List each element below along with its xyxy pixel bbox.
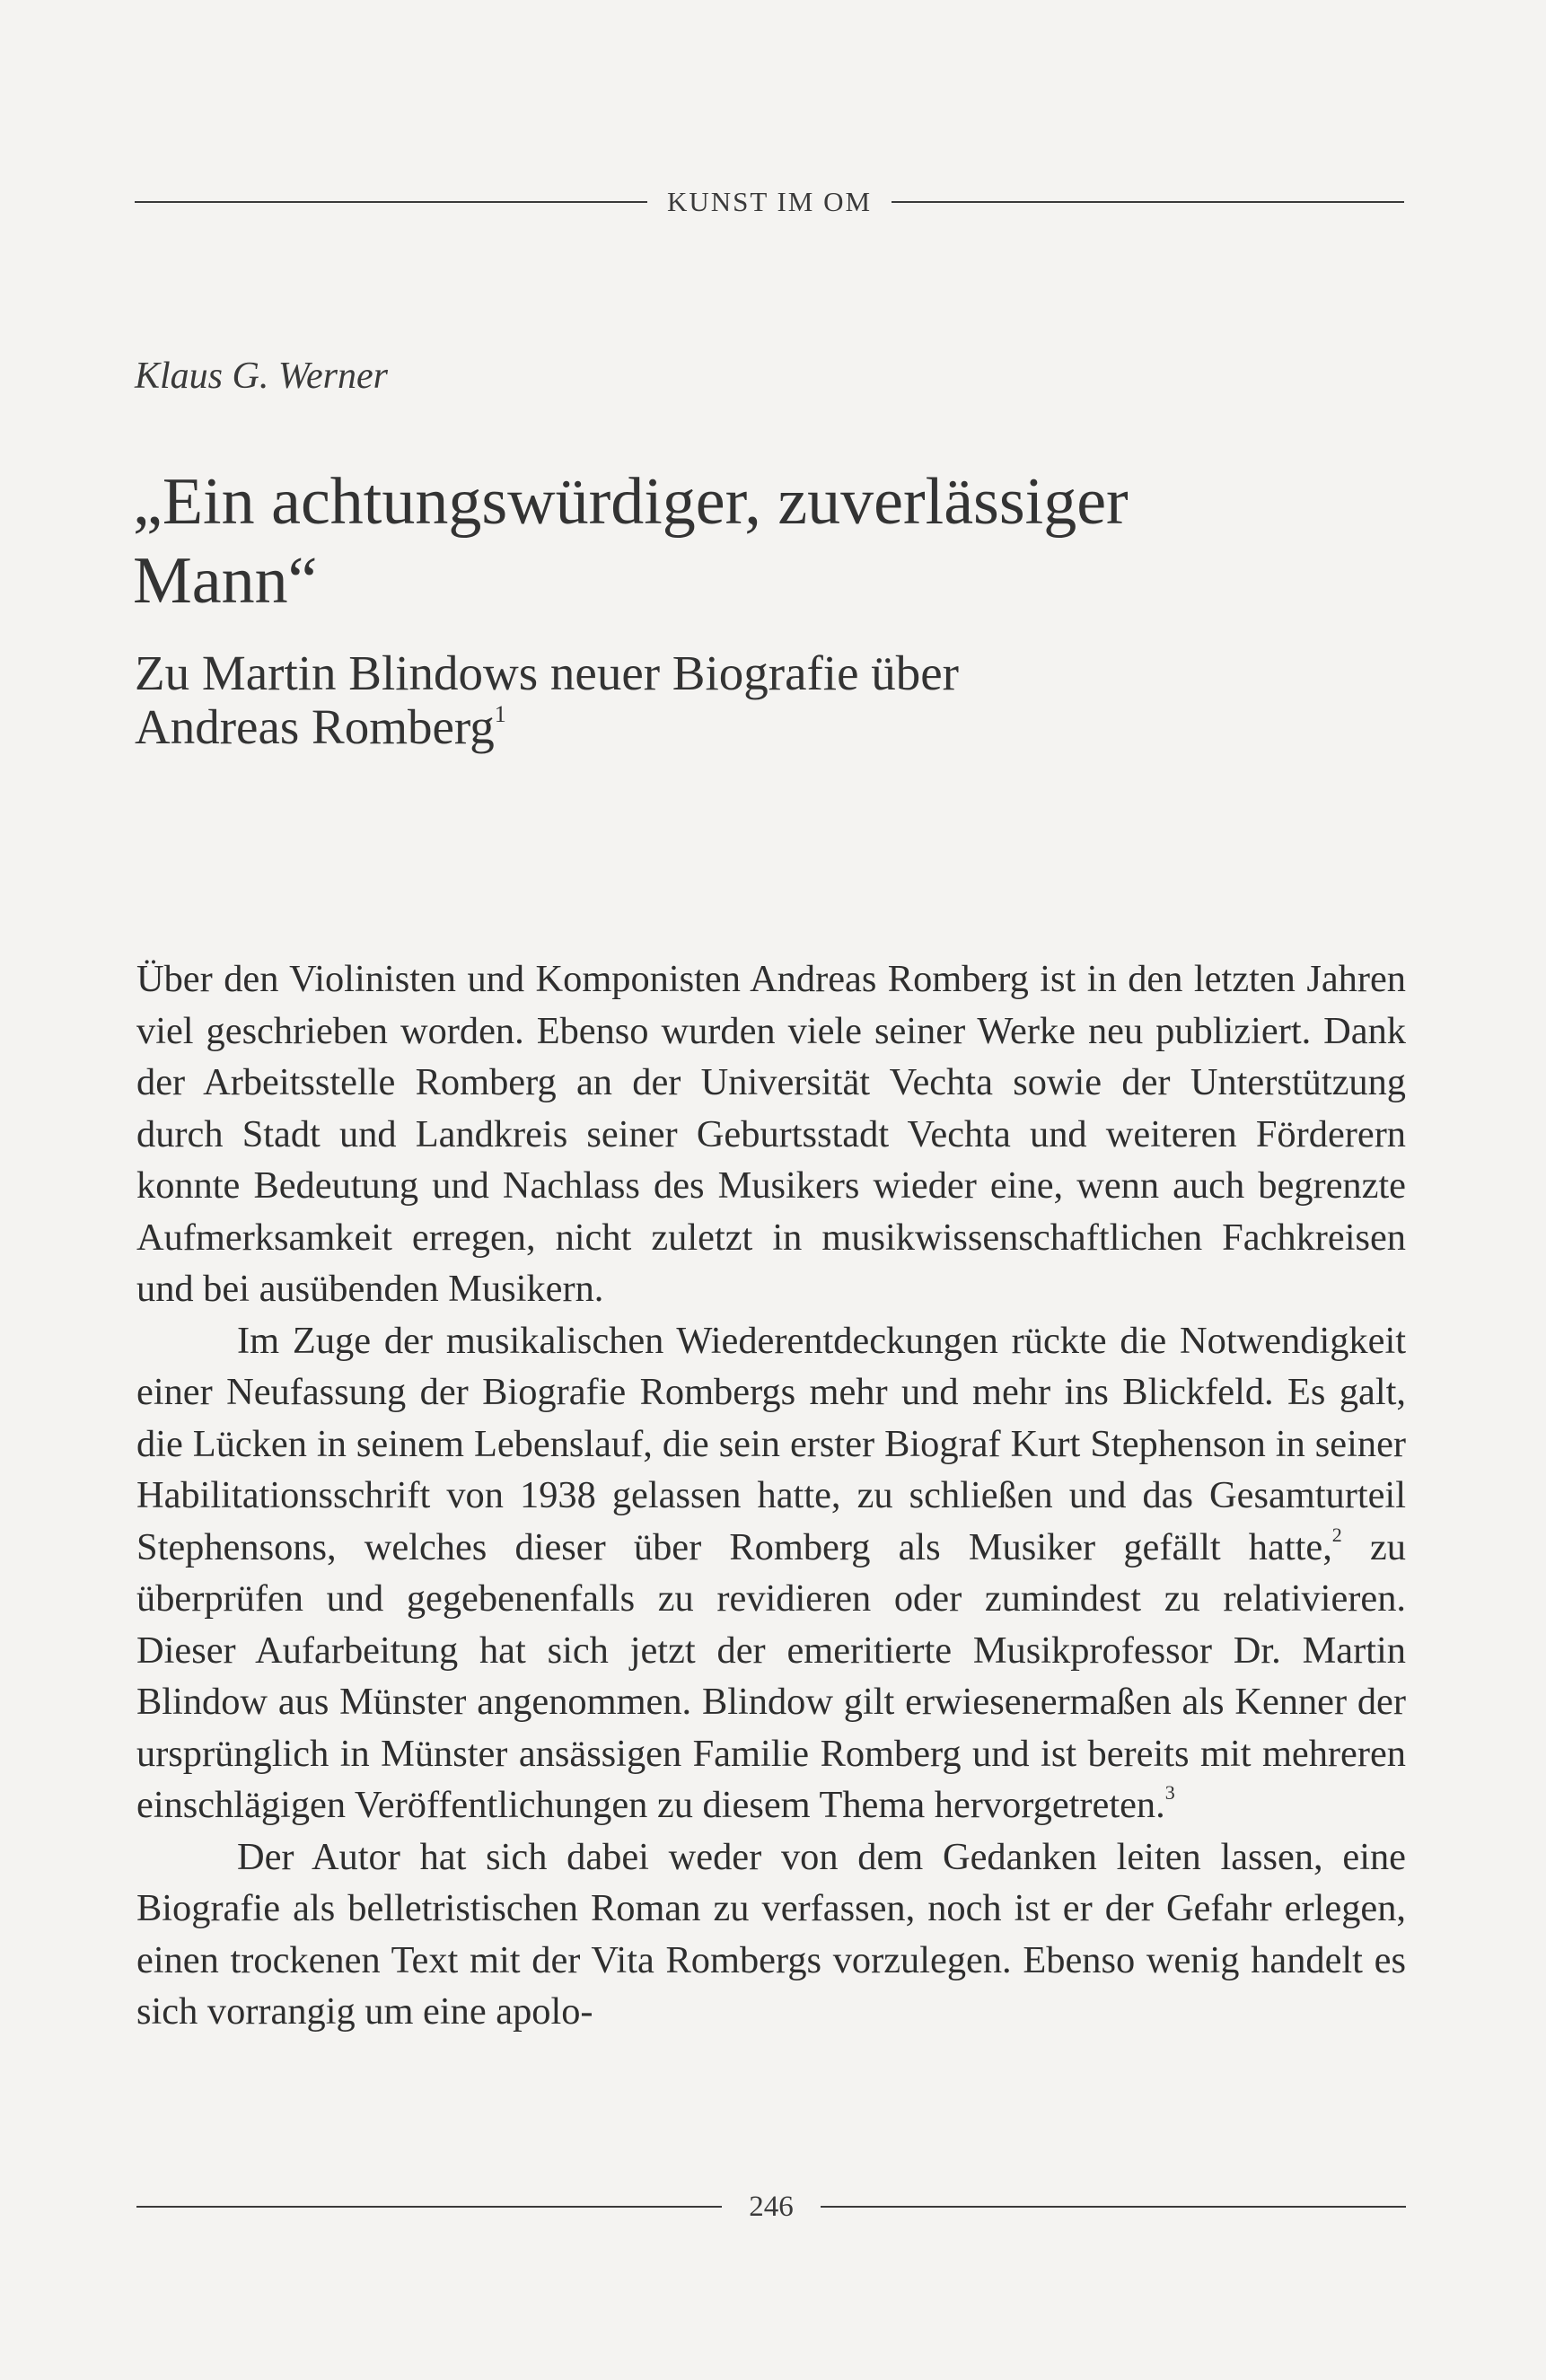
title-line-1: „Ein achtungswürdiger, zuverlässiger	[133, 465, 1129, 539]
running-title: KUNST IM OM	[666, 186, 873, 217]
subtitle-line-1: Zu Martin Blindows neuer Biografie über	[135, 645, 959, 700]
paragraph-1: Über den Violinisten und Komponisten Andreas Romberg ist in den letzten Jahren viel geschrieben worden. Ebenso wurden viele seiner Werke neu publiziert. Dank der Arbeitsstelle Romberg an der Universität Vechta sowie der Unterstützung durch Stadt und Landkreis seiner Geburtsstadt Vechta und weiteren Förderern konnte Bedeutung und Nachlass des Musikers wieder eine, wenn auch begrenzte Aufmerksamkeit erregen, nicht zuletzt in musikwissenschaftlichen Fachkreisen und bei ausübenden Musikern.	[136, 958, 1406, 1310]
header-rule-right	[892, 201, 1404, 203]
paragraph-2-part-2: zu überprüfen und gegebenenfalls zu revidieren oder zumindest zu relativieren. Dieser Aufarbeitung hat sich jetzt der emeritierte Musikprofessor Dr. Martin Blindow aus Münster angenommen. Blindow gilt erwiesenermaßen als Kenner der ursprünglich in Münster ansässigen Familie Romberg und ist bereits mit mehreren einschlägigen Veröffentlichungen zu diesem Thema hervorgetreten.	[136, 1525, 1407, 1826]
article-body	[136, 953, 1406, 2038]
title-line-2: Mann“	[133, 544, 318, 618]
article-subtitle	[135, 646, 1302, 754]
paragraph-2	[136, 1315, 1406, 1831]
subtitle-line-2	[135, 700, 1302, 754]
article-author: Klaus G. Werner	[135, 356, 388, 397]
footer-rule-left	[136, 2206, 722, 2208]
paragraph-3: Der Autor hat sich dabei weder von dem Gedanken leiten lassen, eine Biografie als belletristischen Roman zu verfassen, noch ist er der Gefahr erlegen, einen trockenen Text mit der Vita Rombergs vorzulegen. Ebenso wenig handelt es sich vorrangig um eine apolo-	[136, 1835, 1406, 2033]
subtitle-line-2-text: Andreas Romberg	[135, 699, 495, 754]
footnote-marker-1: 1	[494, 701, 506, 727]
footer-rule-right	[821, 2206, 1406, 2208]
page-number: 246	[749, 2190, 794, 2223]
footnote-marker-3: 3	[1164, 1781, 1175, 1804]
header-rule-left	[135, 201, 647, 203]
article-title	[133, 462, 1300, 620]
paragraph-2-part-1: Im Zuge der musikalischen Wiederentdeckungen rückte die Notwendigkeit einer Neufassung der Biografie Rombergs mehr und mehr ins Blickfeld. Es galt, die Lücken in seinem Lebenslauf, die sein erster Biograf Kurt Stephenson in seiner Habilitationsschrift von 1938 gelassen hatte, zu schließen und das Gesamturteil Stephensons, welches dieser über Romberg als Musiker gefällt hatte,	[136, 1319, 1406, 1568]
page-footer	[136, 2189, 1406, 2225]
footnote-marker-2: 2	[1331, 1523, 1342, 1546]
running-header	[135, 184, 1404, 220]
